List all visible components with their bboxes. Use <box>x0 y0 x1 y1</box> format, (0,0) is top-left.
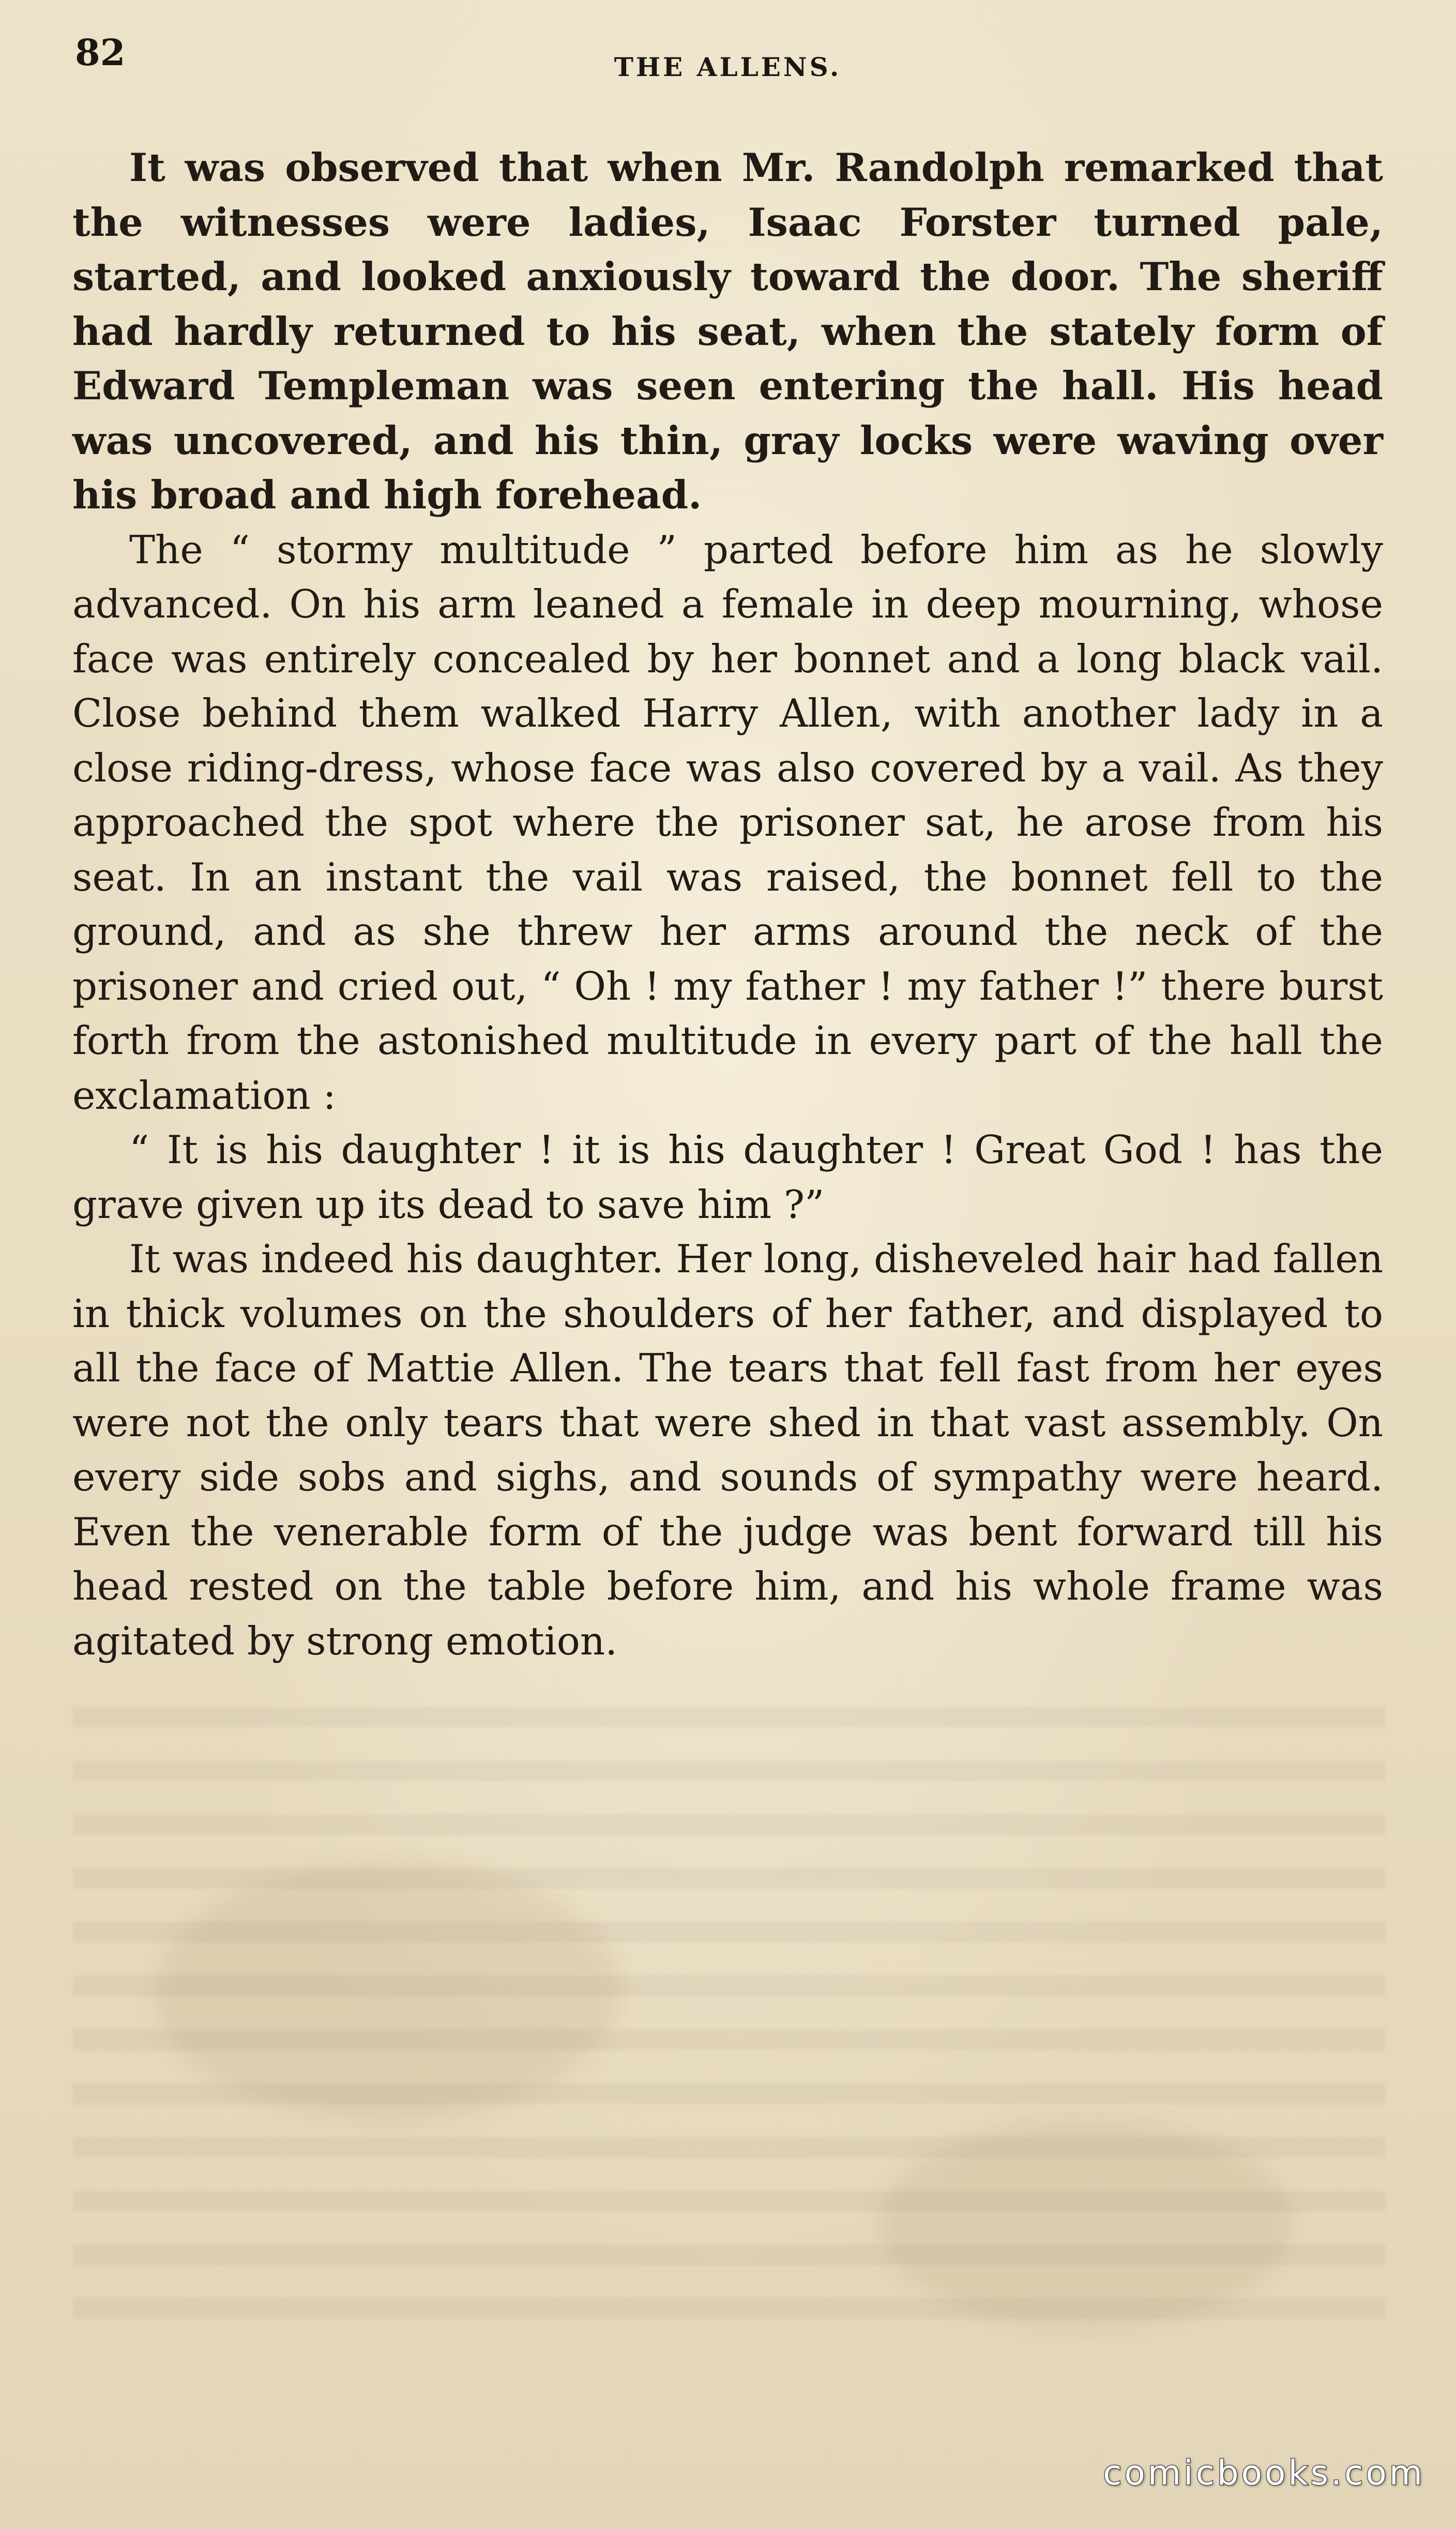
watermark: comicbooks.com <box>1103 2453 1425 2493</box>
page-header <box>75 31 1381 93</box>
body-text <box>72 141 1383 1668</box>
running-head: THE ALLENS. <box>614 52 842 82</box>
page-number: 82 <box>75 31 126 74</box>
paragraph: It was indeed his daughter. Her long, disheveled hair had fallen in thick volumes on the shoulders of her father, and displayed to all the face of Mattie Allen. The tears that fell fast from her eyes were not the only tears that were shed in that vast assembly. On every side sobs and sighs, and sounds of sympathy were heard. Even the venerable form of the judge was bent forward till his head rested on the table before him, and his whole frame was agitated by strong emotion. <box>72 1236 1384 1664</box>
bleed-through-text <box>72 1707 1386 2327</box>
paragraph: “ It is his daughter ! it is his daughter ! Great God ! has the grave given up its dead to save him ?” <box>72 1127 1383 1227</box>
paragraph: It was observed that when Mr. Randolph remarked that the witnesses were ladies, Isaac Forster turned pale, started, and looked anxiously toward the door. The sheriff had hardly returned to his seat, when the stately form of Edward Templeman was seen entering the hall. His head was uncovered, and his thin, gray locks were waving over his broad and high forehead. <box>72 145 1383 518</box>
paragraph: The “ stormy multitude ” parted before him as he slowly advanced. On his arm leaned a female in deep mourning, whose face was entirely concealed by her bonnet and a long black vail. Close behind them walked Harry Allen, with another lady in a close riding-dress, whose face was also covered by a vail. As they approached the spot where the prisoner sat, he arose from his seat. In an instant the vail was raised, the bonnet fell to the ground, and as she threw her arms around the neck of the prisoner and cried out, “ Oh ! my father ! my father !” there burst forth from the astonished multitude in every part of the hall the exclamation : <box>72 526 1383 1118</box>
